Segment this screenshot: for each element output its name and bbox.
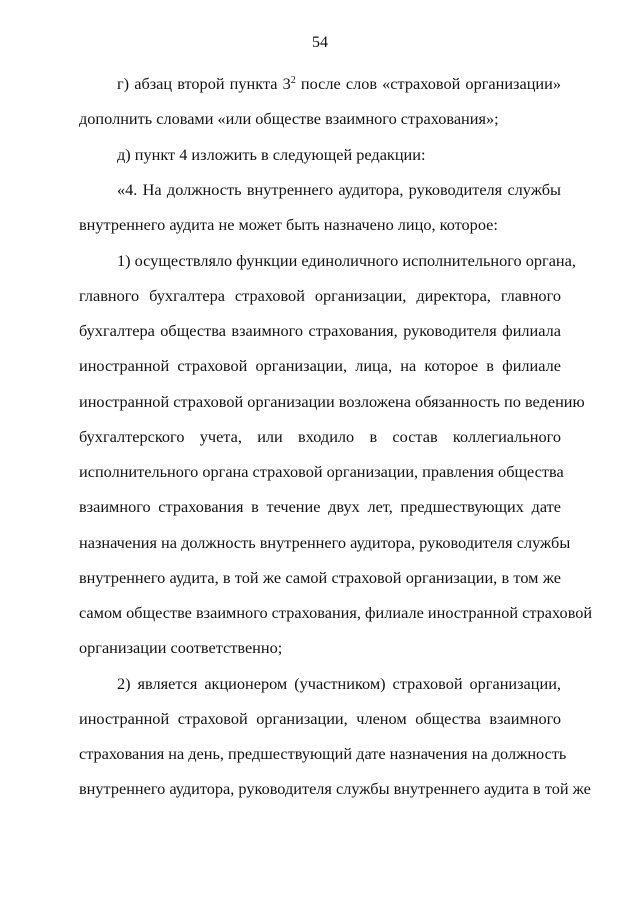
text-line: дополнить словами «или обществе взаимного страхования»;	[79, 109, 499, 128]
text-line: г) абзац второй пункта $3^2$ после слов «страховой организации»	[117, 74, 561, 93]
text-line: бухгалтера общества взаимного страхования, руководителя филиала	[79, 321, 561, 340]
text-line: организации соответственно;	[79, 638, 283, 657]
text-line: взаимного страхования в течение двух лет, предшествующих дате	[79, 497, 561, 516]
text-line: главного бухгалтера страховой организации, директора, главного	[79, 286, 561, 305]
text-line: внутреннего аудитора, руководителя службы внутреннего аудита в той же	[79, 779, 591, 798]
text-line: бухгалтерского учета, или входило в состав коллегиального	[79, 427, 561, 446]
text-line: 2) является акционером (участником) страховой организации,	[117, 674, 561, 693]
text-line: внутреннего аудита, в той же самой страховой организации, в том же	[79, 568, 561, 587]
text-line: самом обществе взаимного страхования, филиале иностранной страховой	[79, 603, 593, 622]
page-number: 54	[312, 34, 328, 51]
text-line: назначения на должность внутреннего аудитора, руководителя службы	[79, 533, 571, 552]
text-line: д) пункт 4 изложить в следующей редакции:	[117, 145, 426, 164]
text-line: «4. На должность внутреннего аудитора, руководителя службы	[117, 180, 561, 199]
text-line: иностранной страховой организации возложена обязанность по ведению	[79, 392, 585, 411]
text-line: страхования на день, предшествующий дате назначения на должность	[79, 744, 567, 763]
text-line: 1) осуществляло функции единоличного исполнительного органа,	[117, 251, 576, 270]
text-line: иностранной страховой организации, лица, на которое в филиале	[79, 356, 561, 375]
text-line: внутреннего аудита не может быть назначено лицо, которое:	[79, 215, 498, 234]
text-line: иностранной страховой организации, членом общества взаимного	[79, 709, 561, 728]
text-line: исполнительного органа страховой организации, правления общества	[79, 462, 564, 481]
